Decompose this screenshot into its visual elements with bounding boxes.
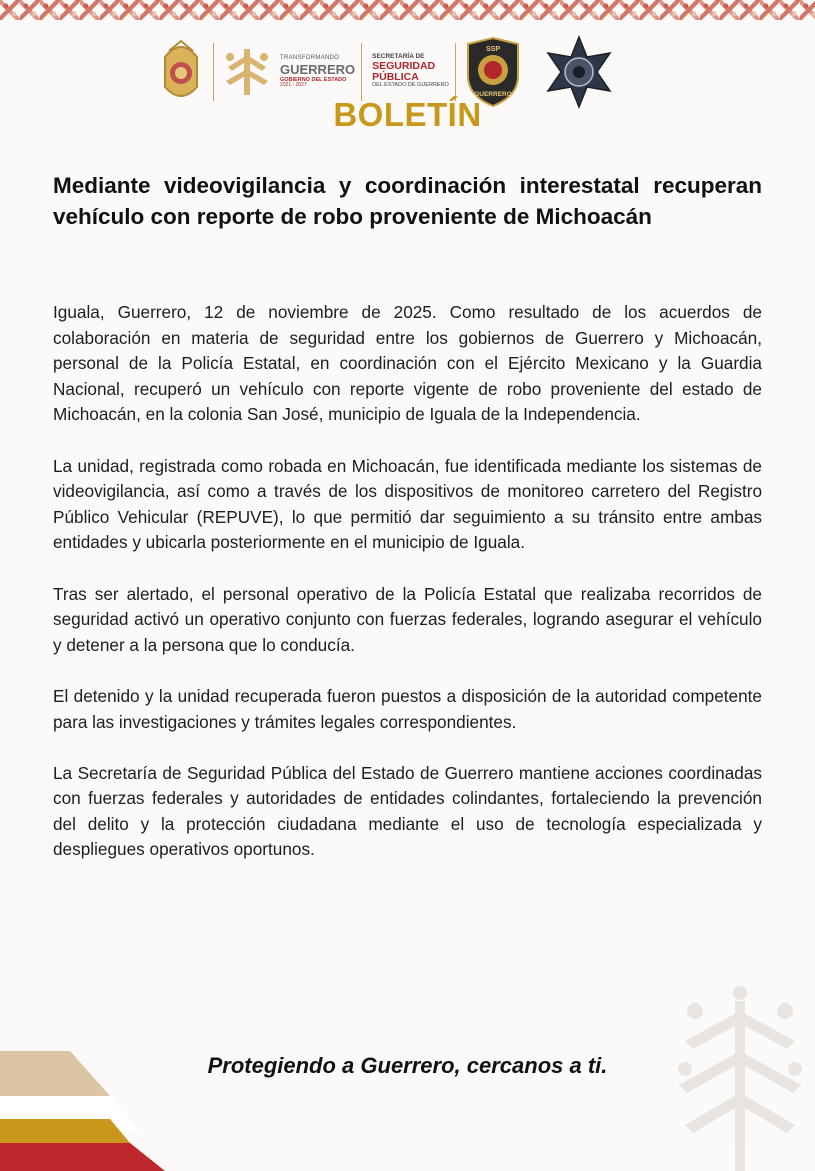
- paragraph: Iguala, Guerrero, 12 de noviembre de 2025. Como resultado de los acuerdos de colaboración en materia de seguridad entre los gobiernos de Guerrero y Michoacán, personal de la Policía Estatal, en coordinación con el Ejército Mexicano y la Guardia Nacional, recuperó un vehículo con reporte vigente de robo proveniente del estado de Michoacán, en la colonia San José, municipio de Iguala de la Independencia.: [53, 302, 762, 425]
- ssp-badge-text: GUERRERO: [474, 90, 512, 98]
- paragraph: Tras ser alertado, el personal operativo de la Policía Estatal que realizaba recorridos de seguridad activó un operativo conjunto con fuerzas federales, logrando asegurar el vehículo y detener a la persona que lo conducía.: [53, 583, 762, 655]
- article-body: [53, 300, 762, 889]
- ssp-line4: DEL ESTADO DE GUERRERO: [372, 82, 449, 89]
- logo-divider: [455, 43, 456, 101]
- logo-divider: [213, 43, 214, 101]
- gobierno-wordmark: [280, 55, 355, 89]
- gobierno-name: GUERRERO: [280, 61, 356, 77]
- logo-divider: [361, 43, 362, 101]
- slogan: Protegiendo a Guerrero, cercanos a ti.: [207, 1053, 608, 1078]
- gobierno-label: GOBIERNO DEL ESTADO: [280, 76, 347, 83]
- decorative-corner-motif-icon: [665, 981, 815, 1171]
- ssp-badge-top-text: SSP: [485, 45, 500, 53]
- headline: Mediante videovigilancia y coordinación interestatal recuperan vehículo con reporte de robo proveniente de Michoacán: [53, 173, 762, 229]
- gobierno-tagline: TRANSFORMANDO: [280, 54, 340, 61]
- ssp-line3: PÚBLICA: [372, 71, 419, 84]
- ssp-wordmark: [372, 54, 449, 89]
- ssp-line1: SECRETARÍA DE: [372, 53, 425, 61]
- paragraph: La unidad, registrada como robada en Michoacán, fue identificada mediante los sistemas de videovigilancia, así como a través de los dispositivos de monitoreo carretero del Registro Público Vehicular (REPUVE), lo que permitió dar seguimiento a su tránsito entre ambas entidades y ubicarla posteriormente en el municipio de Iguala.: [53, 455, 762, 553]
- document-label: BOLETÍN: [333, 96, 482, 133]
- paragraph: El detenido y la unidad recuperada fueron puestos a disposición de la autoridad competente para las investigaciones y trámites legales correspondientes.: [53, 685, 762, 732]
- ssp-line2: SEGURIDAD: [372, 60, 436, 72]
- decorative-top-border: [0, 0, 815, 22]
- paragraph: La Secretaría de Seguridad Pública del Estado de Guerrero mantiene acciones coordinadas con fuerzas federales y autoridades de entidades colindantes, fortaleciendo la prevención del delito y la protección ciudadana mediante el uso de tecnología especializada y despliegues operativos oportunos.: [53, 762, 762, 860]
- gobierno-guerrero-emblem-icon: [220, 45, 274, 99]
- gobierno-years: 2021 - 2027: [280, 82, 307, 89]
- decorative-corner-stripes: [0, 1051, 170, 1171]
